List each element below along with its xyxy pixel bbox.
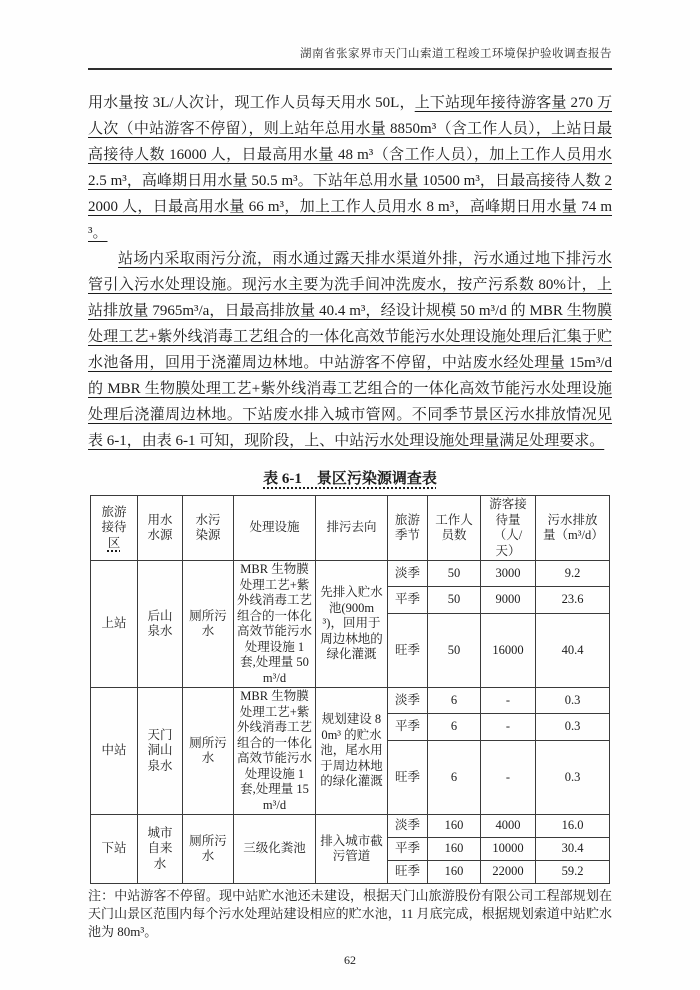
col-header-staff: 工作人员数 [428, 496, 481, 561]
cell-visitors: 22000 [481, 861, 536, 884]
cell-visitors: 10000 [481, 838, 536, 861]
col-header-station [91, 496, 138, 561]
running-header-title: 湖南省张家界市天门山索道工程竣工环境保护验收调查报告 [300, 48, 612, 60]
col-header-station-text-underlined: 区 [107, 535, 121, 550]
cell-visitors: 3000 [481, 561, 536, 587]
col-header-water-source: 用水水源 [138, 496, 183, 561]
cell-discharge: 23.6 [536, 587, 610, 613]
cell-visitors: 16000 [481, 613, 536, 687]
body-text [88, 90, 612, 454]
cell-staff: 160 [428, 815, 481, 838]
cell-discharge: 0.3 [536, 688, 610, 714]
cell-discharge: 30.4 [536, 838, 610, 861]
cell-season: 平季 [388, 838, 428, 861]
cell-staff: 6 [428, 688, 481, 714]
paragraph-text: 用水量按 3L/人次计，现工作人员每天用水 50L， [88, 95, 415, 111]
running-header [88, 46, 612, 70]
table-caption: 表 6-1 景区污染源调查表 [263, 471, 437, 487]
cell-staff: 50 [428, 613, 481, 687]
cell-station: 下站 [91, 815, 138, 884]
paragraph-wastewater-treatment [88, 246, 612, 454]
table-row [91, 815, 610, 838]
cell-water-source: 城市自来水 [138, 815, 183, 884]
cell-season: 淡季 [388, 688, 428, 714]
cell-treatment: MBR 生物膜处理工艺+紫外线消毒工艺组合的一体化高效节能污水处理设施 1 套,处理量 50m³/d [234, 561, 316, 688]
col-header-season: 旅游季节 [388, 496, 428, 561]
cell-visitors: - [481, 688, 536, 714]
cell-water-source: 天门洞山泉水 [138, 688, 183, 815]
cell-visitors: - [481, 740, 536, 814]
cell-discharge: 0.3 [536, 714, 610, 740]
cell-discharge-to: 规划建设 80m³ 的贮水池，尾水用于周边林地的绿化灌溉 [316, 688, 388, 815]
pollution-source-survey-table [90, 495, 610, 884]
col-header-visitors: 游客接待量（人/天） [481, 496, 536, 561]
cell-staff: 160 [428, 861, 481, 884]
cell-treatment: MBR 生物膜处理工艺+紫外线消毒工艺组合的一体化高效节能污水处理设施 1 套,处理量 15m³/d [234, 688, 316, 815]
cell-discharge-to: 排入城市截污管道 [316, 815, 388, 884]
cell-pollution-source: 厕所污水 [183, 815, 234, 884]
cell-pollution-source: 厕所污水 [183, 561, 234, 688]
cell-staff: 6 [428, 740, 481, 814]
header-rule [88, 68, 612, 70]
cell-discharge: 59.2 [536, 861, 610, 884]
cell-station: 中站 [91, 688, 138, 815]
col-header-station-text: 旅游接待 [101, 504, 127, 535]
paragraph-text-underlined: 上下站现年接待游客量 270 万人次（中站游客不停留），则上站年总用水量 8850m³（含工作人员），上站日最高接待人数 16000 人，日最高用水量 48 m³（含工作人员），加上工作人员用水 2.5 m³，高峰期日用水量 50.5 m³。下站年总用水量 10500 m³，日最高接待人数 22000 人，日最高用水量 66 m³，加上工作人员用水 8 m³，高峰期日用水量 74 m³。 [88, 95, 612, 241]
cell-discharge-to: 先排入贮水池(900m³)，回用于周边林地的绿化灌溉 [316, 561, 388, 688]
cell-staff: 6 [428, 714, 481, 740]
cell-season: 淡季 [388, 561, 428, 587]
cell-station: 上站 [91, 561, 138, 688]
table-row [91, 688, 610, 714]
table-row [91, 561, 610, 587]
cell-visitors: 4000 [481, 815, 536, 838]
cell-staff: 160 [428, 838, 481, 861]
page-number: 62 [344, 953, 356, 967]
cell-visitors: - [481, 714, 536, 740]
cell-season: 旺季 [388, 613, 428, 687]
cell-staff: 50 [428, 561, 481, 587]
cell-season: 平季 [388, 714, 428, 740]
col-header-discharge-to: 排污去向 [316, 496, 388, 561]
cell-pollution-source: 厕所污水 [183, 688, 234, 815]
cell-visitors: 9000 [481, 587, 536, 613]
cell-discharge: 9.2 [536, 561, 610, 587]
paragraph-water-usage [88, 90, 612, 246]
col-header-discharge: 污水排放量（m³/d） [536, 496, 610, 561]
cell-discharge: 16.0 [536, 815, 610, 838]
table-header-row [91, 496, 610, 561]
table-note: 注：中站游客不停留。现中站贮水池还未建设，根据天门山旅游股份有限公司工程部规划在天门山景区范围内每个污水处理站建设相应的贮水池，11 月底完成，根据规划索道中站贮水池为 80m³。 [88, 888, 612, 939]
col-header-pollution-source: 水污染源 [183, 496, 234, 561]
cell-discharge: 0.3 [536, 740, 610, 814]
paragraph-text-underlined: 站场内采取雨污分流，雨水通过露天排水渠道外排，污水通过地下排污水管引入污水处理设施。现污水主要为洗手间冲洗废水，按产污系数 80%计，上站排放量 7965m³/a，日最高排放量 40.4 m³，经设计规模 50 m³/d 的 MBR 生物膜处理工艺+紫外线消毒工艺组合的一体化高效节能污水处理设施处理后汇集于贮水池备用，回用于浇灌周边林地。中站游客不停留，中站废水经处理量 15m³/d 的 MBR 生物膜处理工艺+紫外线消毒工艺组合的一体化高效节能污水处理设施处理后浇灌周边林地。下站废水排入城市管网。不同季节景区污水排放情况见表 6-1，由表 6-1 可知，现阶段，上、中站污水处理设施处理量满足处理要求。 [88, 251, 612, 449]
cell-treatment: 三级化粪池 [234, 815, 316, 884]
cell-season: 平季 [388, 587, 428, 613]
cell-season: 旺季 [388, 740, 428, 814]
cell-season: 淡季 [388, 815, 428, 838]
cell-season: 旺季 [388, 861, 428, 884]
cell-water-source: 后山泉水 [138, 561, 183, 688]
cell-staff: 50 [428, 587, 481, 613]
cell-discharge: 40.4 [536, 613, 610, 687]
col-header-treatment: 处理设施 [234, 496, 316, 561]
